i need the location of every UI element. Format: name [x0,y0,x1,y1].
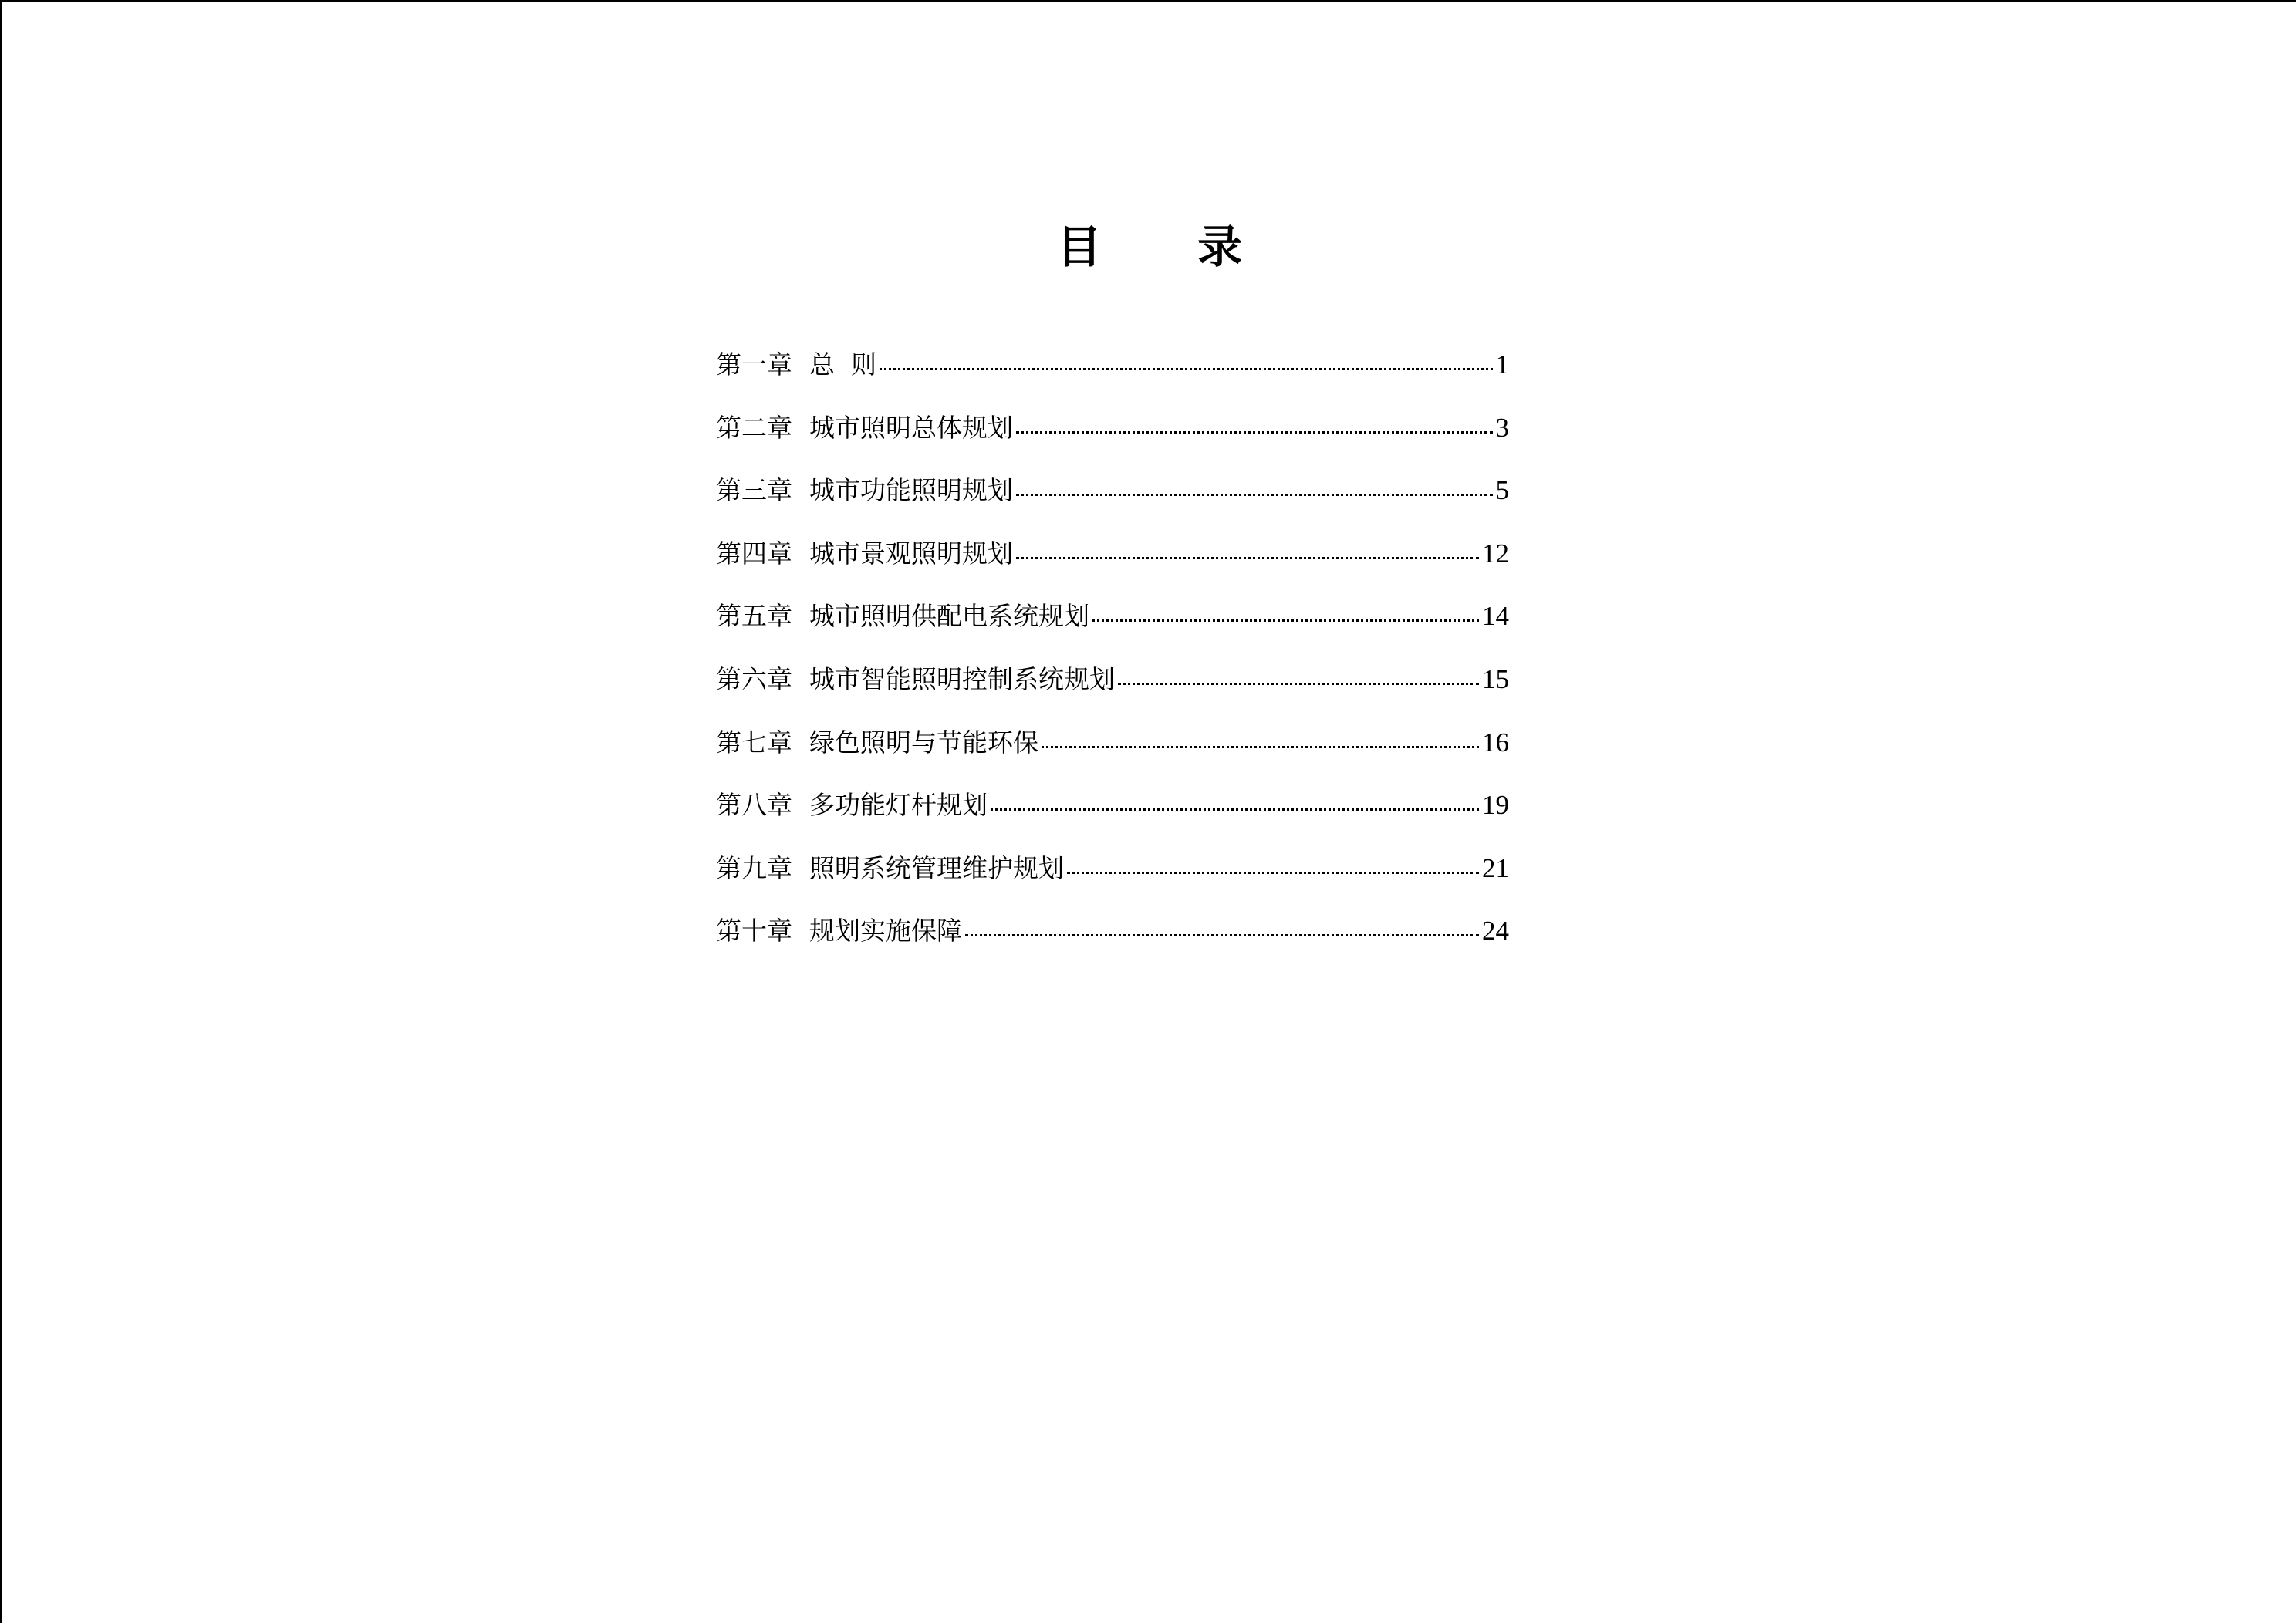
toc-dot-leader [1067,871,1479,874]
toc-entry[interactable] [716,531,1509,594]
toc-chapter-number: 第二章 [716,412,792,443]
toc-entry[interactable] [716,405,1509,468]
toc-chapter-number: 第六章 [716,663,792,694]
toc-chapter-heading: 城市照明总体规划 [809,412,1013,443]
toc-chapter-heading: 规划实施保障 [809,916,962,946]
toc-page-number: 24 [1482,916,1509,946]
toc-page-number: 3 [1495,412,1509,443]
toc-entry[interactable] [716,467,1509,531]
toc-chapter-number: 第七章 [716,727,792,758]
toc-page-number: 21 [1482,852,1509,883]
table-of-contents [716,342,1509,971]
toc-chapter-heading: 城市景观照明规划 [809,538,1013,569]
toc-chapter-number: 第三章 [716,475,792,506]
toc-chapter-heading: 总 则 [809,349,876,380]
toc-entry[interactable] [716,593,1509,656]
toc-entry[interactable] [716,342,1509,405]
toc-dot-leader [991,808,1479,811]
toc-chapter-number: 第八章 [716,790,792,821]
toc-dot-leader [1092,619,1479,622]
toc-page-number: 14 [1482,601,1509,632]
toc-page-number: 12 [1482,538,1509,569]
toc-chapter-number: 第一章 [716,349,792,380]
toc-entry[interactable] [716,845,1509,909]
toc-entry[interactable] [716,656,1509,720]
toc-dot-leader [880,367,1493,370]
toc-chapter-heading: 城市功能照明规划 [809,475,1013,506]
toc-chapter-heading: 绿色照明与节能环保 [809,727,1038,758]
toc-entry[interactable] [716,782,1509,845]
toc-chapter-heading: 城市智能照明控制系统规划 [809,663,1115,694]
toc-dot-leader [1042,745,1479,748]
toc-chapter-number: 第九章 [716,852,792,883]
toc-page-number: 19 [1482,790,1509,821]
toc-chapter-heading: 多功能灯杆规划 [809,790,988,821]
toc-page-number: 16 [1482,727,1509,758]
toc-entry[interactable] [716,720,1509,783]
toc-entry[interactable] [716,908,1509,971]
toc-dot-leader [965,933,1479,936]
toc-chapter-number: 第十章 [716,916,792,946]
toc-dot-leader [1016,556,1479,559]
toc-page-number: 1 [1495,349,1509,380]
toc-dot-leader [1016,493,1493,496]
toc-chapter-heading: 城市照明供配电系统规划 [809,601,1089,632]
toc-page-number: 5 [1495,475,1509,506]
toc-chapter-number: 第四章 [716,538,792,569]
toc-dot-leader [1016,430,1493,434]
toc-dot-leader [1118,682,1479,685]
toc-page-number: 15 [1482,663,1509,694]
page-title: 目 录 [1056,221,1283,273]
toc-chapter-number: 第五章 [716,601,792,632]
toc-chapter-heading: 照明系统管理维护规划 [809,852,1064,883]
